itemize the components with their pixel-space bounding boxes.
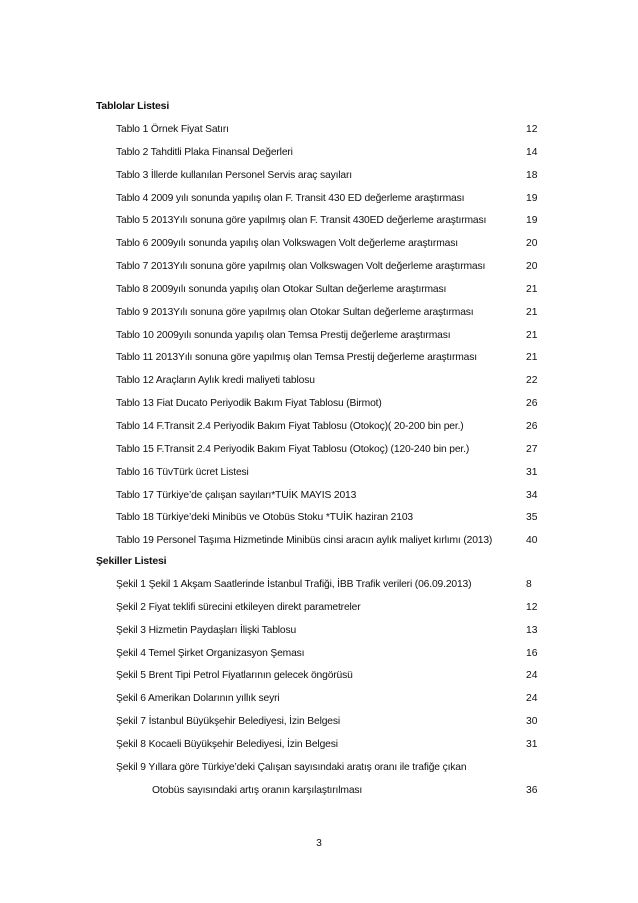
tables-list-title: Tablolar Listesi [96, 100, 170, 112]
entry-page: 18 [526, 169, 538, 181]
toc-entry[interactable] [116, 625, 542, 648]
entry-page: 35 [526, 512, 538, 524]
entry-label: Tablo 2 Tahditli Plaka Finansal Değerleri [116, 146, 293, 158]
entry-page: 13 [526, 624, 538, 636]
toc-entry[interactable] [116, 648, 542, 671]
entry-label: Şekil 1 Şekil 1 Akşam Saatlerinde İstanbul Trafiği, İBB Trafik verileri (06.09.2013) [116, 579, 472, 590]
entry-label: Tablo 14 F.Transit 2.4 Periyodik Bakım Fiyat Tablosu (Otokoç)( 20-200 bin per.) [116, 420, 464, 432]
toc-entry[interactable] [116, 170, 542, 193]
toc-entry[interactable] [116, 693, 542, 716]
toc-entry[interactable] [116, 193, 542, 216]
entry-label: Şekil 5 Brent Tipi Petrol Fiyatlarının gelecek öngörüsü [116, 670, 353, 682]
entry-page: 21 [526, 329, 538, 341]
entry-page: 16 [526, 647, 538, 659]
entry-label: Otobüs sayısındaki artış oranın karşılaştırılması [152, 784, 363, 796]
toc-entry[interactable] [116, 716, 542, 739]
entry-page: 8 [526, 579, 532, 590]
entry-label: Şekil 2 Fiyat teklifi sürecini etkileyen direkt parametreler [116, 601, 361, 613]
entry-page: 20 [526, 238, 538, 250]
entry-label: Şekil 7 İstanbul Büyükşehir Belediyesi, İzin Belgesi [116, 716, 341, 728]
entry-label: Tablo 19 Personel Taşıma Hizmetinde Minibüs cinsi aracın aylık maliyet kırlımı (2013) [116, 535, 493, 547]
entry-label: Tablo 15 F.Transit 2.4 Periyodik Bakım Fiyat Tablosu (Otokoç) (120-240 bin per.) [116, 443, 470, 455]
toc-entry[interactable] [116, 670, 542, 693]
toc-entry[interactable] [116, 352, 542, 375]
entry-page: 40 [526, 535, 538, 547]
toc-entry[interactable] [116, 124, 542, 147]
entry-page: 30 [526, 716, 538, 728]
entry-label: Tablo 13 Fiat Ducato Periyodik Bakım Fiyat Tablosu (Birmot) [116, 398, 382, 410]
toc-entry[interactable] [116, 421, 542, 444]
toc-entry[interactable] [116, 512, 542, 535]
entry-label: Tablo 16 TüvTürk ücret Listesi [116, 466, 249, 478]
entry-page: 34 [526, 489, 538, 501]
entry-label: Tablo 7 2013Yılı sonuna göre yapılmış olan Volkswagen Volt değerleme araştırması [116, 261, 486, 273]
entry-page: 20 [526, 261, 538, 273]
toc-entry-continuation[interactable] [116, 785, 542, 808]
toc-entry[interactable] [116, 602, 542, 625]
toc-entry[interactable] [116, 535, 542, 558]
entry-label: Tablo 12 Araçların Aylık kredi maliyeti tablosu [116, 375, 315, 387]
entry-label: Şekil 6 Amerikan Dolarının yıllık seyri [116, 693, 280, 705]
toc-entry[interactable] [116, 261, 542, 284]
entry-page: 31 [526, 738, 538, 750]
entry-label: Şekil 3 Hizmetin Paydaşları İlişki Tablosu [116, 624, 297, 636]
entry-page: 19 [526, 192, 538, 204]
figures-list [116, 579, 542, 807]
entry-page: 12 [526, 124, 538, 135]
entry-label: Tablo 1 Örnek Fiyat Satırı [116, 124, 229, 135]
entry-page: 21 [526, 306, 538, 318]
toc-entry[interactable] [116, 307, 542, 330]
entry-page: 24 [526, 693, 538, 705]
toc-entry[interactable] [116, 579, 542, 602]
toc-entry[interactable] [116, 444, 542, 467]
entry-page: 26 [526, 398, 538, 410]
entry-label: Tablo 9 2013Yılı sonuna göre yapılmış olan Otokar Sultan değerleme araştırması [116, 306, 474, 318]
toc-entry[interactable] [116, 490, 542, 513]
entry-page: 21 [526, 352, 538, 364]
page-number: 3 [316, 838, 322, 849]
entry-label: Tablo 18 Türkiye’deki Minibüs ve Otobüs Stoku *TUİK haziran 2103 [116, 512, 413, 524]
entry-label: Tablo 5 2013Yılı sonuna göre yapılmış olan F. Transit 430ED değerleme araştırması [116, 215, 487, 227]
entry-page: 31 [526, 466, 538, 478]
entry-page: 21 [526, 283, 538, 295]
entry-page: 19 [526, 215, 538, 227]
entry-label: Tablo 6 2009yılı sonunda yapılış olan Volkswagen Volt değerleme araştırması [116, 238, 458, 250]
entry-label: Tablo 17 Türkiye’de çalışan sayıları*TUİK MAYIS 2013 [116, 489, 357, 501]
entry-label: Tablo 11 2013Yılı sonuna göre yapılmış olan Temsa Prestij değerleme araştırması [116, 352, 477, 364]
entry-page: 24 [526, 670, 538, 682]
entry-label: Tablo 4 2009 yılı sonunda yapılış olan F. Transit 430 ED değerleme araştırması [116, 192, 465, 204]
entry-page: 22 [526, 375, 538, 387]
toc-entry[interactable] [116, 375, 542, 398]
toc-entry[interactable] [116, 762, 542, 785]
entry-label: Tablo 10 2009yılı sonunda yapılış olan Temsa Prestij değerleme araştırması [116, 329, 451, 341]
figures-list-title: Şekiller Listesi [96, 555, 167, 567]
toc-entry[interactable] [116, 330, 542, 353]
toc-entry[interactable] [116, 238, 542, 261]
entry-page: 36 [526, 784, 538, 796]
tables-list [116, 124, 542, 558]
entry-page: 12 [526, 601, 538, 613]
toc-entry[interactable] [116, 467, 542, 490]
entry-label: Şekil 9 Yıllara göre Türkiye’deki Çalışan sayısındaki aratış oranı ile trafiğe çıkan [116, 761, 467, 773]
entry-label: Şekil 4 Temel Şirket Organizasyon Şeması [116, 647, 305, 659]
toc-entry[interactable] [116, 398, 542, 421]
entry-page: 14 [526, 146, 538, 158]
toc-entry[interactable] [116, 147, 542, 170]
toc-entry[interactable] [116, 284, 542, 307]
entry-label: Tablo 8 2009yılı sonunda yapılış olan Otokar Sultan değerleme araştırması [116, 283, 447, 295]
entry-page: 27 [526, 443, 538, 455]
entry-label: Şekil 8 Kocaeli Büyükşehir Belediyesi, İzin Belgesi [116, 738, 338, 750]
toc-entry[interactable] [116, 215, 542, 238]
entry-label: Tablo 3 İllerde kullanılan Personel Servis araç sayıları [116, 169, 352, 181]
toc-entry[interactable] [116, 739, 542, 762]
entry-page: 26 [526, 420, 538, 432]
